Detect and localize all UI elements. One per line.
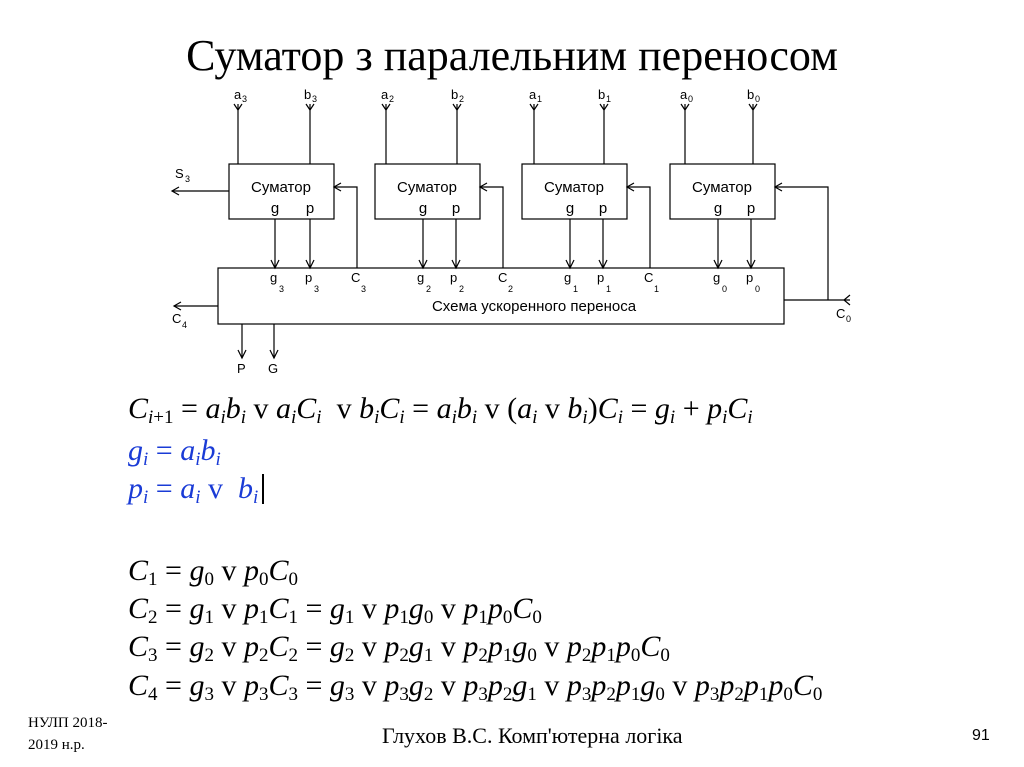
svg-text:2: 2 — [426, 284, 432, 294]
output-P: P — [237, 361, 246, 376]
svg-text:3: 3 — [185, 174, 191, 184]
equation-c2: $C_2 = g_1$ v $p_1C_1 = g_1$ v $p_1g_0$ v $p_1p_0C_0$ — [128, 592, 542, 628]
adder-block-3 — [229, 164, 334, 219]
text-cursor — [262, 474, 264, 504]
adder-1-p: p — [598, 200, 608, 217]
svg-text:2: 2 — [508, 284, 514, 294]
svg-text:3: 3 — [312, 94, 318, 104]
svg-text:C: C — [351, 270, 361, 285]
svg-text:0: 0 — [755, 94, 761, 104]
adder-3-label: Суматор — [251, 179, 311, 196]
input-lines — [234, 104, 757, 164]
svg-text:p: p — [746, 270, 754, 285]
slide-title: Суматор з паралельним переносом — [186, 31, 838, 80]
equation-carry-general: $C_{i+1} = a_ib_i$ v $a_iC_i$ v $b_iC_i = a_ib_i$ v ($a_i$ v $b_i)C_i = g_i + p_iC_i$ — [128, 392, 753, 428]
input-b3: b — [304, 87, 312, 102]
input-b0: b — [747, 87, 755, 102]
svg-text:1: 1 — [606, 284, 612, 294]
svg-text:g: g — [417, 270, 425, 285]
input-labels — [234, 87, 760, 104]
pg-outputs — [237, 324, 278, 376]
svg-text:1: 1 — [606, 94, 612, 104]
adder-2-g: g — [418, 200, 428, 217]
adder-2-label: Суматор — [397, 179, 457, 196]
carry-output-c4 — [172, 302, 218, 330]
adder-0-p: p — [746, 200, 756, 217]
input-b1: b — [598, 87, 606, 102]
equation-c1: $C_1 = g_0$ v $p_0C_0$ — [128, 554, 298, 590]
adder-block-0 — [670, 164, 775, 219]
svg-text:C: C — [172, 311, 182, 326]
input-a3: a — [234, 87, 242, 102]
svg-text:1: 1 — [573, 284, 579, 294]
svg-text:0: 0 — [846, 314, 852, 324]
footer-left-line2: 2019 н.р. — [28, 737, 85, 753]
equation-c4: $C_4 = g_3$ v $p_3C_3 = g_3$ v $p_3g_2$ v $p_3p_2g_1$ v $p_3p_2p_1g_0$ v $p_3p_2p_1p_0C_0$ — [128, 669, 823, 705]
svg-text:p: p — [450, 270, 458, 285]
svg-text:0: 0 — [722, 284, 728, 294]
svg-text:C: C — [498, 270, 508, 285]
svg-text:p: p — [305, 270, 313, 285]
svg-text:g: g — [564, 270, 572, 285]
svg-text:1: 1 — [537, 94, 543, 104]
page-number: 91 — [972, 727, 990, 744]
adder-0-g: g — [713, 200, 723, 217]
svg-text:1: 1 — [654, 284, 660, 294]
svg-text:3: 3 — [279, 284, 285, 294]
svg-text:C: C — [644, 270, 654, 285]
adder-3-g: g — [270, 200, 280, 217]
svg-text:3: 3 — [361, 284, 367, 294]
input-a2: a — [381, 87, 389, 102]
footer-author-course: Глухов В.С. Комп'ютерна логіка — [382, 723, 683, 748]
footer-institution — [28, 712, 108, 756]
sum-output-s3 — [172, 166, 229, 195]
svg-text:2: 2 — [389, 94, 395, 104]
svg-text:C: C — [836, 306, 846, 321]
adder-block-1 — [522, 164, 627, 219]
carry-input-c0 — [784, 295, 851, 324]
input-b2: b — [451, 87, 459, 102]
svg-text:3: 3 — [242, 94, 248, 104]
footer-left-line1: НУЛП 2018- — [28, 715, 108, 731]
svg-text:0: 0 — [755, 284, 761, 294]
svg-text:p: p — [597, 270, 605, 285]
svg-text:0: 0 — [688, 94, 694, 104]
svg-text:3: 3 — [314, 284, 320, 294]
svg-text:2: 2 — [459, 94, 465, 104]
svg-text:4: 4 — [182, 320, 188, 330]
output-G: G — [268, 361, 279, 376]
adder-1-g: g — [565, 200, 575, 217]
svg-text:S: S — [175, 166, 184, 181]
equation-c3: $C_3 = g_2$ v $p_2C_2 = g_2$ v $p_2g_1$ v $p_2p_1g_0$ v $p_2p_1p_0C_0$ — [128, 630, 670, 666]
carry-block-pin-labels — [270, 270, 760, 294]
input-a1: a — [529, 87, 537, 102]
gp-lines — [271, 219, 755, 268]
adder-block-2 — [375, 164, 480, 219]
svg-text:2: 2 — [459, 284, 465, 294]
adder-3-p: p — [305, 200, 315, 217]
adder-1-label: Суматор — [544, 179, 604, 196]
adder-0-label: Суматор — [692, 179, 752, 196]
adder-2-p: p — [451, 200, 461, 217]
svg-text:g: g — [270, 270, 278, 285]
equation-propagate: $p_i = a_i$ v $b_i$ — [128, 474, 264, 507]
carry-block-label: Схема ускоренного переноса — [431, 298, 637, 315]
input-a0: a — [680, 87, 688, 102]
equation-generate: $g_i = a_ib_i$ — [128, 434, 221, 470]
svg-text:g: g — [713, 270, 721, 285]
